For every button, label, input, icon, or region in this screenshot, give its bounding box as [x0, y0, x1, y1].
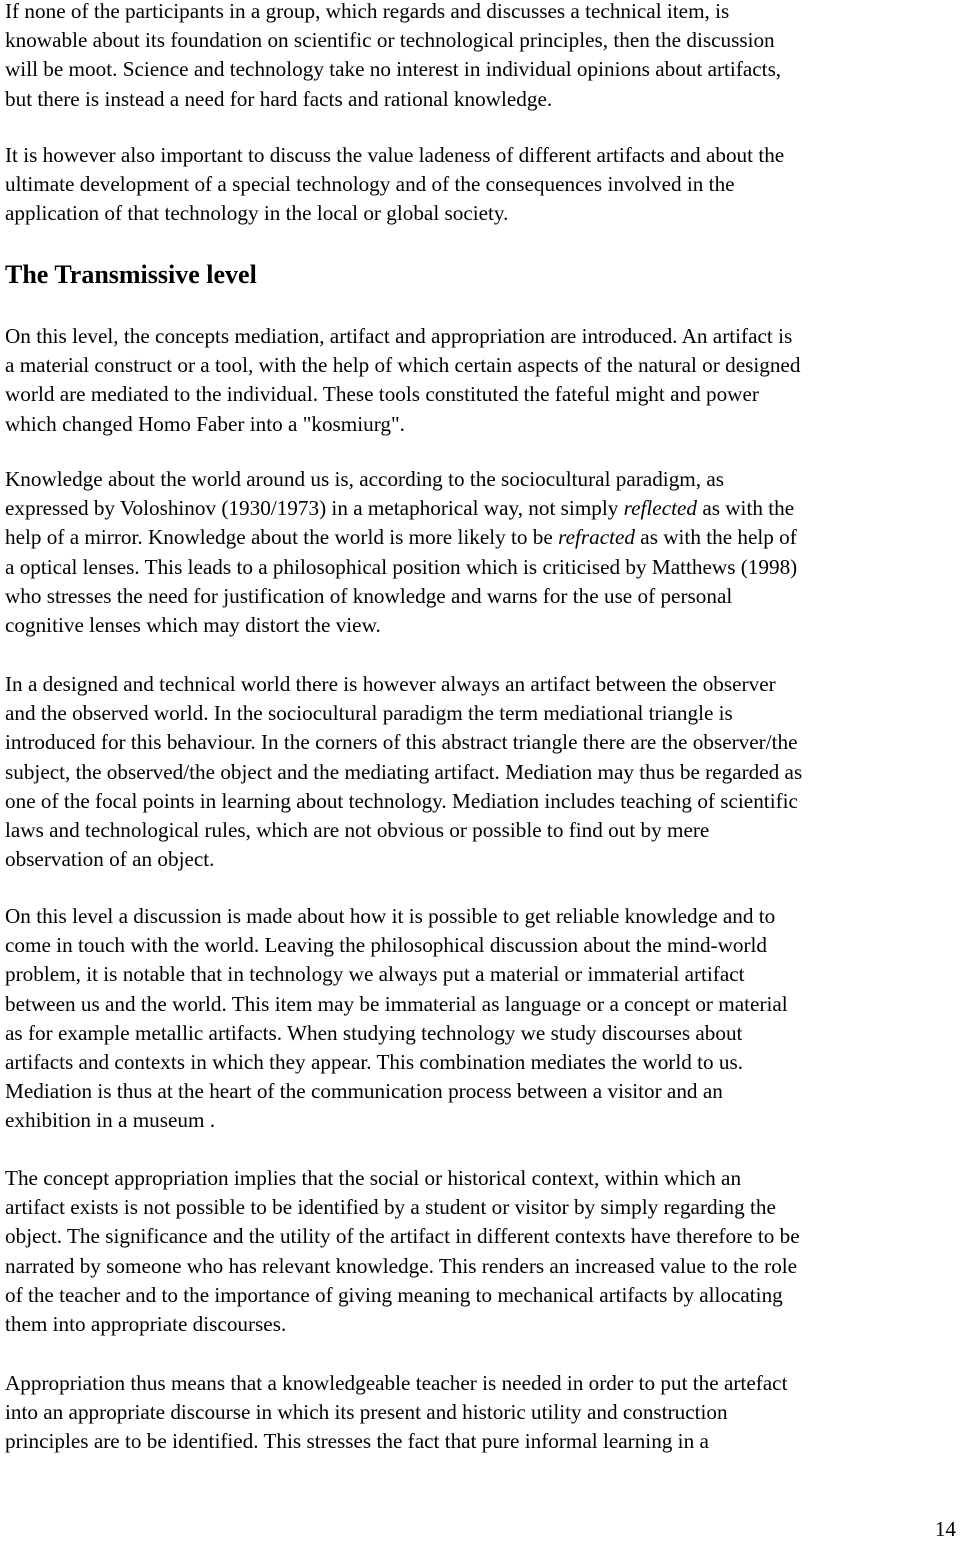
paragraph-2: It is however also important to discuss the value ladeness of different artifacts and about the ultimate development of a special technology and of the consequences involved in the application of that technology in the local or global society. — [5, 143, 785, 226]
page-number: 14 — [934, 1517, 956, 1541]
paragraph-7: The concept appropriation implies that the social or historical context, within which an artifact exists is not possible to be identified by a student or visitor by simply regarding the object. The significance and the utility of the artifact in different contexts have therefore to be narrated by someone who has relevant knowledge. This renders an increased value to the role of the teacher and to the importance of giving meaning to mechanical artifacts by allocating them into appropriate discourses. — [5, 1166, 800, 1337]
paragraph-4-text-e: as with the help of a optical lenses. This leads to a philosophical position which is criticised by Matthews (1998) who stresses the need for justification of knowledge and warns for the use of personal cognitive lenses which may distort the view. — [5, 525, 798, 638]
paragraph-8: Appropriation thus means that a knowledgeable teacher is needed in order to put the artefact into an appropriate discourse in which its present and historic utility and construction principles are to be identified. This stresses the fact that pure informal learning in a — [5, 1371, 788, 1454]
paragraph-1: If none of the participants in a group, which regards and discusses a technical item, is knowable about its foundation on scientific or technological principles, then the discussion will be moot. Science and technology take no interest in individual opinions about artifacts, but there is instead a need for hard facts and rational knowledge. — [5, 0, 782, 111]
paragraph-4-text-a: Knowledge about the world around us is, according to the sociocultural paradigm, as expressed by Voloshinov (1930/1973) in a metaphorical way, not simply — [5, 467, 725, 521]
paragraph-4-italic-refracted: refracted — [558, 525, 635, 550]
paragraph-5: In a designed and technical world there is however always an artifact between the observer and the observed world. In the sociocultural paradigm the term mediational triangle is introduced for this behaviour. In the corners of this abstract triangle there are the observer/the subject, the observed/the object and the mediating artifact. Mediation may thus be regarded as one of the focal points in learning about technology. Mediation includes teaching of scientific laws and technological rules, which are not obvious or possible to find out by mere observation of an object. — [5, 672, 803, 872]
paragraph-4-italic-reflected: reflected — [623, 496, 698, 521]
paragraph-3: On this level, the concepts mediation, artifact and appropriation are introduced. An artifact is a material construct or a tool, with the help of which certain aspects of the natural or designed world are mediated to the individual. These tools constituted the fateful might and power which changed Homo Faber into a "kosmiurg". — [5, 324, 801, 436]
paragraph-6: On this level a discussion is made about how it is possible to get reliable knowledge and to come in touch with the world. Leaving the philosophical discussion about the mind-world problem, it is notable that in technology we always put a material or immaterial artifact between us and the world. This item may be immaterial as language or a concept or material as for example metallic artifacts. When studying technology we study discourses about artifacts and contexts in which they appear. This combination mediates the world to us. Mediation is thus at the heart of the communication process between a visitor and an exhibition in a museum . — [5, 904, 788, 1133]
paragraph-4 — [5, 465, 797, 640]
paragraph-4-text-c: as with the help of a mirror. Knowledge about the world is more likely to be — [5, 496, 795, 550]
section-heading: The Transmissive level — [5, 260, 257, 289]
